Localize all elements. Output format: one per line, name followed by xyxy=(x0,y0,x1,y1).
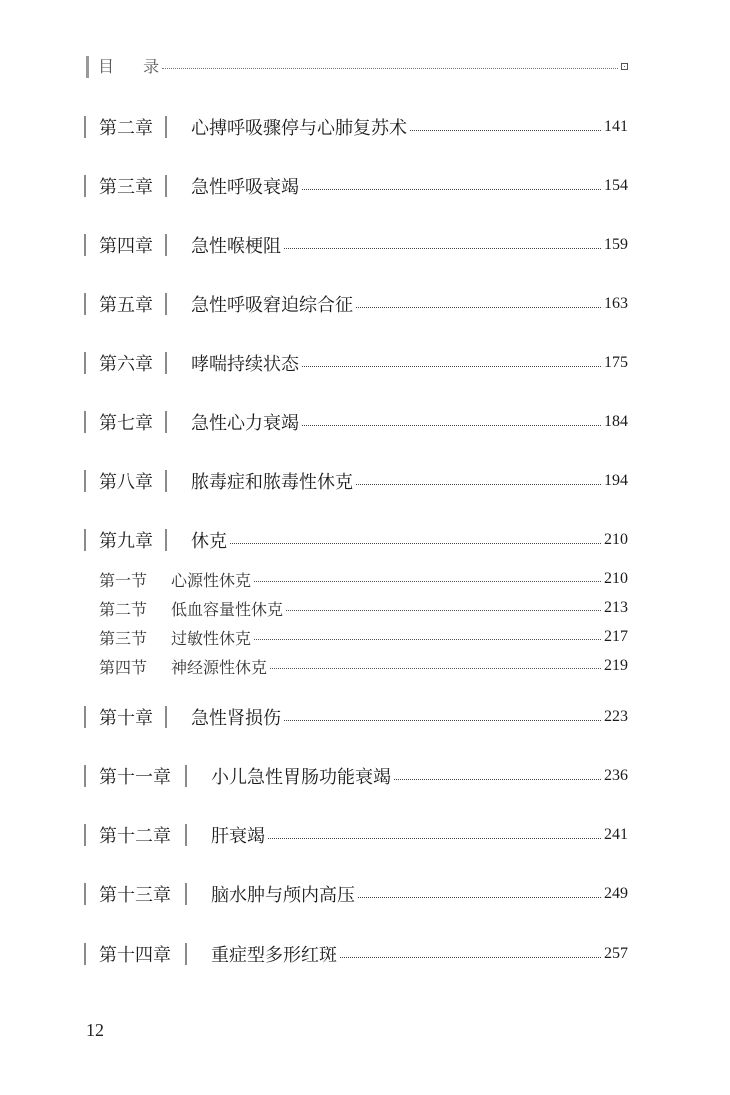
section-title: 神经源性休克 xyxy=(171,657,268,677)
dot-leader xyxy=(268,838,601,839)
chapter-left-bar xyxy=(84,411,86,433)
toc-chapter-entry[interactable] xyxy=(84,820,628,850)
dot-leader xyxy=(358,897,601,898)
chapter-title: 哮喘持续状态 xyxy=(191,354,299,375)
section-label: 第一节 xyxy=(99,570,148,590)
chapter-label: 第七章 xyxy=(99,413,153,434)
chapter-page-number: 159 xyxy=(604,236,628,253)
chapter-right-bar xyxy=(165,706,167,728)
toc-chapter-entry[interactable] xyxy=(84,466,628,496)
section-label: 第四节 xyxy=(99,657,148,677)
chapter-right-bar xyxy=(185,943,187,965)
dot-leader xyxy=(340,957,601,958)
chapter-title: 重症型多形红斑 xyxy=(211,945,337,966)
chapter-title: 急性肾损伤 xyxy=(191,708,281,729)
section-page-number: 219 xyxy=(604,657,628,674)
chapter-right-bar xyxy=(165,116,167,138)
chapter-page-number: 141 xyxy=(604,118,628,135)
toc-chapter-entry[interactable] xyxy=(84,879,628,909)
chapter-title: 脑水肿与颅内高压 xyxy=(211,885,355,906)
toc-chapter-entry[interactable] xyxy=(84,407,628,437)
toc-chapter-entry[interactable] xyxy=(84,939,628,969)
section-title: 心源性休克 xyxy=(171,570,252,590)
chapter-page-number: 257 xyxy=(604,945,628,962)
chapter-title: 急性呼吸窘迫综合征 xyxy=(191,295,353,316)
chapter-left-bar xyxy=(84,943,86,965)
toc-chapter-entry[interactable] xyxy=(84,702,628,732)
dot-leader xyxy=(284,248,601,249)
chapter-right-bar xyxy=(185,765,187,787)
dot-leader xyxy=(302,189,601,190)
chapter-right-bar xyxy=(165,234,167,256)
chapter-title: 急性呼吸衰竭 xyxy=(191,177,299,198)
chapter-page-number: 236 xyxy=(604,767,628,784)
dot-leader xyxy=(394,779,601,780)
section-title: 过敏性休克 xyxy=(171,628,252,648)
chapter-title: 休克 xyxy=(191,531,227,552)
section-title: 低血容量性休克 xyxy=(171,599,284,619)
chapter-title: 小儿急性胃肠功能衰竭 xyxy=(211,767,391,788)
chapter-label: 第十三章 xyxy=(99,885,171,906)
dot-leader xyxy=(254,581,601,582)
chapter-label: 第六章 xyxy=(99,354,153,375)
dot-leader xyxy=(284,720,601,721)
chapter-title: 急性喉梗阻 xyxy=(191,236,281,257)
dot-leader xyxy=(356,307,601,308)
chapter-label: 第三章 xyxy=(99,177,153,198)
chapter-label: 第四章 xyxy=(99,236,153,257)
chapter-left-bar xyxy=(84,765,86,787)
section-label: 第三节 xyxy=(99,628,148,648)
section-label: 第二节 xyxy=(99,599,148,619)
dot-leader xyxy=(356,484,601,485)
chapter-right-bar xyxy=(165,352,167,374)
chapter-right-bar xyxy=(165,293,167,315)
section-page-number: 213 xyxy=(604,599,628,616)
chapter-left-bar xyxy=(84,824,86,846)
toc-chapter-entry[interactable] xyxy=(84,171,628,201)
dot-leader xyxy=(230,543,601,544)
dot-leader xyxy=(302,425,601,426)
chapter-left-bar xyxy=(84,352,86,374)
toc-section-entry[interactable] xyxy=(99,625,628,649)
dot-leader xyxy=(410,130,601,131)
toc-chapter-entry[interactable] xyxy=(84,761,628,791)
toc-chapter-entry[interactable] xyxy=(84,525,628,555)
chapter-right-bar xyxy=(165,470,167,492)
toc-section-entry[interactable] xyxy=(99,596,628,620)
chapter-label: 第十四章 xyxy=(99,945,171,966)
section-page-number: 210 xyxy=(604,570,628,587)
chapter-page-number: 184 xyxy=(604,413,628,430)
toc-section-entry[interactable] xyxy=(99,567,628,591)
header-title: 目 录 xyxy=(98,57,172,76)
toc-chapter-entry[interactable] xyxy=(84,289,628,319)
chapter-label: 第十章 xyxy=(99,708,153,729)
chapter-label: 第二章 xyxy=(99,118,153,139)
chapter-left-bar xyxy=(84,293,86,315)
chapter-left-bar xyxy=(84,234,86,256)
chapter-label: 第十二章 xyxy=(99,826,171,847)
dot-leader xyxy=(270,668,601,669)
chapter-page-number: 175 xyxy=(604,354,628,371)
chapter-page-number: 241 xyxy=(604,826,628,843)
toc-chapter-entry[interactable] xyxy=(84,348,628,378)
toc-chapter-entry[interactable] xyxy=(84,112,628,142)
toc-chapter-entry[interactable] xyxy=(84,230,628,260)
dot-leader xyxy=(286,610,601,611)
chapter-left-bar xyxy=(84,116,86,138)
dot-leader xyxy=(302,366,601,367)
chapter-page-number: 223 xyxy=(604,708,628,725)
chapter-left-bar xyxy=(84,529,86,551)
toc-section-entry[interactable] xyxy=(99,654,628,678)
footer-page-number: 12 xyxy=(86,1020,104,1040)
chapter-label: 第九章 xyxy=(99,531,153,552)
chapter-page-number: 194 xyxy=(604,472,628,489)
chapter-left-bar xyxy=(84,175,86,197)
chapter-title: 肝衰竭 xyxy=(211,826,265,847)
chapter-right-bar xyxy=(165,411,167,433)
chapter-right-bar xyxy=(185,883,187,905)
chapter-label: 第十一章 xyxy=(99,767,171,788)
chapter-page-number: 249 xyxy=(604,885,628,902)
chapter-title: 急性心力衰竭 xyxy=(191,413,299,434)
chapter-title: 脓毒症和脓毒性休克 xyxy=(191,472,353,493)
dot-leader xyxy=(254,639,601,640)
chapter-label: 第八章 xyxy=(99,472,153,493)
chapter-left-bar xyxy=(84,706,86,728)
chapter-title: 心搏呼吸骤停与心肺复苏术 xyxy=(191,118,407,139)
chapter-page-number: 210 xyxy=(604,531,628,548)
section-page-number: 217 xyxy=(604,628,628,645)
chapter-page-number: 154 xyxy=(604,177,628,194)
chapter-page-number: 163 xyxy=(604,295,628,312)
chapter-label: 第五章 xyxy=(99,295,153,316)
chapter-left-bar xyxy=(84,883,86,905)
chapter-right-bar xyxy=(165,175,167,197)
chapter-left-bar xyxy=(84,470,86,492)
chapter-right-bar xyxy=(185,824,187,846)
chapter-right-bar xyxy=(165,529,167,551)
